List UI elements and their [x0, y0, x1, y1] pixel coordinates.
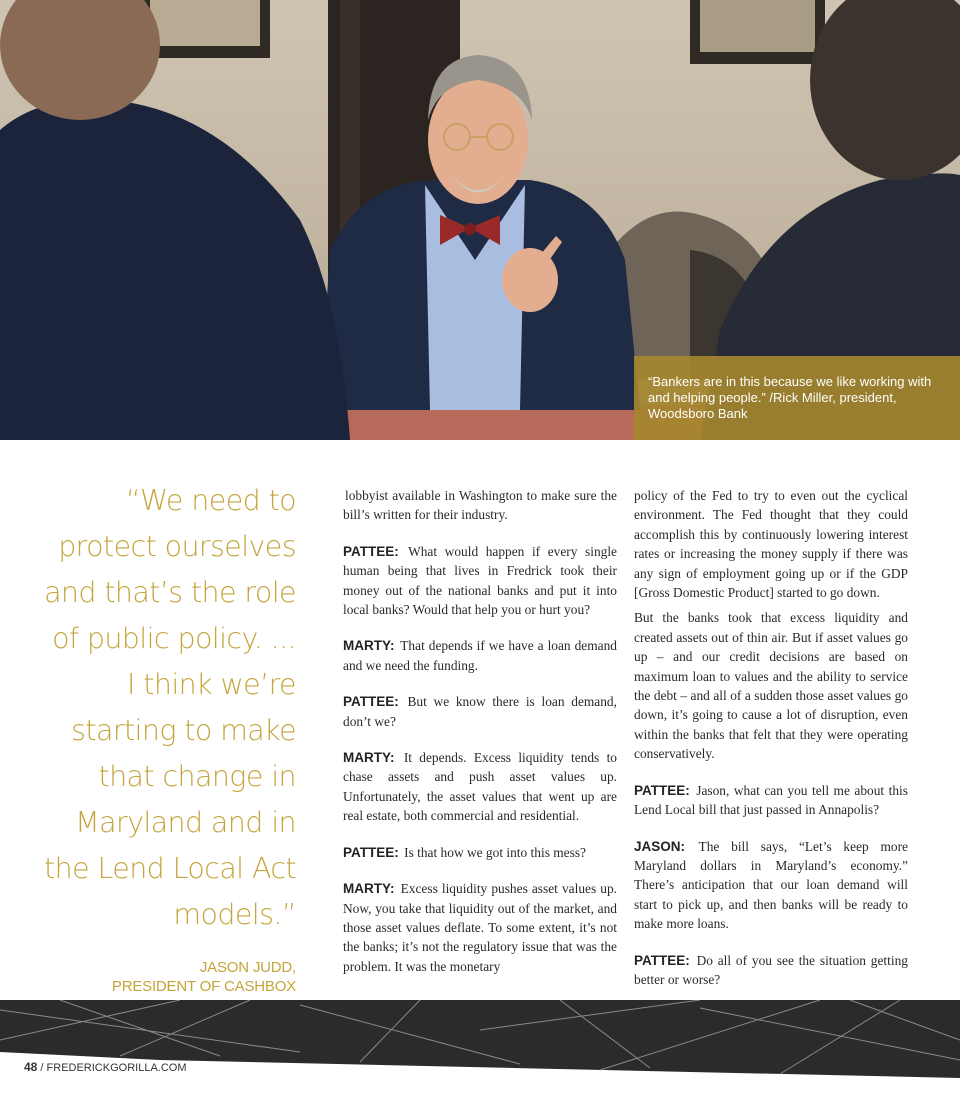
page-number: 48 — [24, 1060, 38, 1074]
paragraph — [343, 542, 617, 620]
paragraph-text: Excess liquidity pushes asset values up. Now, you take that liquidity out of the market, and those asset values deflate. To some extent, it’s not the banks; it’s not the regulatory issue that was the problem. It was the monetary — [343, 881, 617, 974]
speaker-label: MARTY: — [343, 750, 395, 766]
paragraph — [343, 486, 617, 525]
paragraph — [343, 748, 617, 826]
speaker-label: PATTEE: — [634, 952, 690, 968]
paragraph-text: Do all of you see the situation getting better or worse? — [634, 952, 908, 987]
speaker-label: MARTY: — [343, 638, 395, 654]
speaker-label: PATTEE: — [343, 694, 399, 710]
paragraph-text: But we know there is loan demand, don’t we? — [343, 694, 617, 729]
man-left-head — [0, 0, 160, 120]
speaker-label: PATTEE: — [343, 844, 399, 860]
pull-quote — [40, 478, 296, 1015]
folio-separator: / — [37, 1062, 47, 1074]
paragraph-text: lobbyist available in Washington to make sure the bill’s written for their industry. — [343, 488, 617, 523]
attribution-name: JASON JUDD, — [199, 959, 296, 976]
speaker-label: MARTY: — [343, 881, 395, 897]
page-folio — [24, 1060, 187, 1074]
hero-photo — [0, 0, 960, 440]
paragraph — [634, 951, 908, 990]
paragraph — [343, 636, 617, 675]
article-column-2 — [634, 486, 908, 1006]
paragraph-text: Jason, what can you tell me about this Lend Local bill that just passed in Annapolis? — [634, 782, 908, 818]
paragraph — [634, 781, 908, 820]
paragraph — [343, 843, 617, 862]
paragraph-text: policy of the Fed to try to even out the cyclical environment. The Fed thought that they could accomplish this by continuously lowering interest rates or increasing the money supply if there was any sign of employment going up or if the GDP [Gross Domestic Product] started to go down. — [634, 488, 908, 601]
paragraph-text: The bill says, “Let’s keep more Maryland dollars in Maryland’s economy.” There’s anticipation that our loan demand will start to pick up, and then banks will be ready to make more loans. — [634, 838, 908, 932]
pull-quote-text: “We need to protect ourselves and that’s the role of public policy. ... I think we’re starting to make that change in Maryland and in the Lend Local Act models.” — [44, 484, 296, 931]
paragraph-text: Is that how we got into this mess? — [404, 844, 586, 860]
paragraph-text: That depends if we have a loan demand and we need the funding. — [343, 638, 618, 673]
paragraph — [634, 486, 908, 602]
man-right-head — [810, 0, 960, 180]
paragraph-text: What would happen if every single human being that lives in Fredrick took their money out of the national banks and put it into local banks? Would that help you or hurt you? — [343, 543, 617, 618]
paragraph-text: But the banks took that excess liquidity and created assets out of thin air. But if asset values go up – and our credit decisions are based on maximum loan to values and the ability to service the debt – and all of a sudden those asset values go down, it’s going to cause a lot of disruption, even within the banks that felt that they were operating conservatively. — [634, 610, 908, 762]
article-column-1 — [343, 486, 617, 993]
paragraph — [634, 837, 908, 934]
attribution-title: PRESIDENT OF CASHBOX — [111, 978, 296, 995]
paragraph — [343, 692, 617, 731]
speaker-label: PATTEE: — [343, 543, 399, 559]
paragraph — [343, 879, 617, 976]
speaker-label: PATTEE: — [634, 782, 690, 798]
man-left-back — [0, 99, 350, 440]
paragraph-text: It depends. Excess liquidity tends to chase assets and push asset values up. Unfortunately, the asset values that went up are real estate, both commercial and residential. — [343, 750, 617, 824]
speaker-label: JASON: — [634, 838, 686, 854]
paragraph — [634, 608, 908, 763]
photo-caption: “Bankers are in this because we like working with and helping people.” /Rick Miller, president, Woodsboro Bank — [634, 356, 960, 440]
site-name: FREDERICKGORILLA.COM — [46, 1062, 187, 1074]
